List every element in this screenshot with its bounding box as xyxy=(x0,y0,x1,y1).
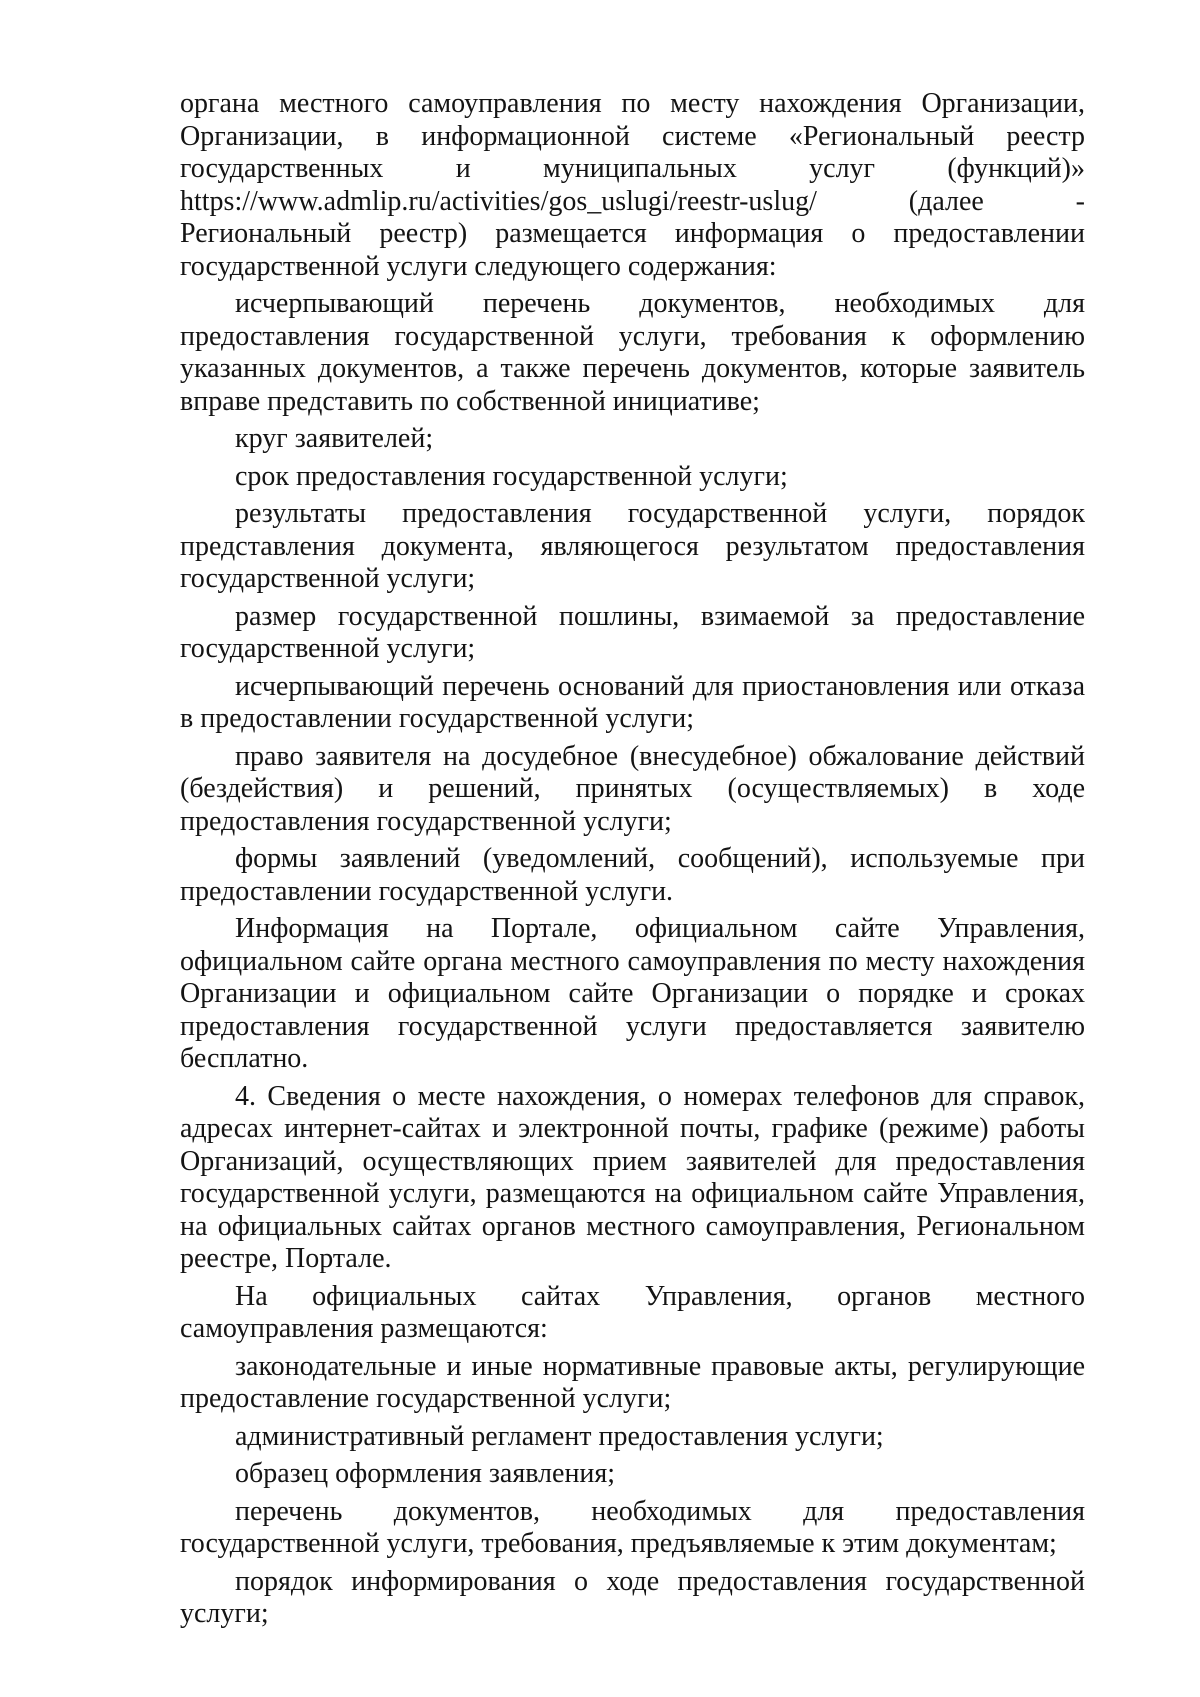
paragraph-15: образец оформления заявления; xyxy=(235,1458,616,1489)
paragraph-2: исчерпывающий перечень документов, необходимых для предоставления государственной услуги, требования к оформлению указанных документов, а также перечень документов, которые заявитель вправе представить по собственной инициативе; xyxy=(180,288,1085,417)
paragraph-1: органа местного самоуправления по месту нахождения Организации, Организации, в информационной системе «Региональный реестр государственных и муниципальных услуг (функций)» https://www.admlip.ru/activities/gos_uslugi/reestr-uslug/ (далее - Региональный реестр) размещается информация о предоставлении государственной услуги следующего содержания: xyxy=(180,88,1085,282)
paragraph-16: перечень документов, необходимых для предоставления государственной услуги, требования, предъявляемые к этим документам; xyxy=(180,1495,1085,1559)
paragraph-12: На официальных сайтах Управления, органов местного самоуправления размещаются: xyxy=(180,1280,1085,1344)
paragraph-11: 4. Сведения о месте нахождения, о номерах телефонов для справок, адресах интернет-сайтах и электронной почты, графике (режиме) работы Организаций, осуществляющих прием заявителей для предоставления государственной услуги, размещаются на официальном сайте Управления, на официальных сайтах органов местного самоуправления, Региональном реестре, Портале. xyxy=(180,1080,1085,1274)
paragraph-3: круг заявителей; xyxy=(235,423,434,454)
paragraph-14: административный регламент предоставления услуги; xyxy=(235,1420,884,1452)
paragraph-7: исчерпывающий перечень оснований для приостановления или отказа в предоставлении государственной услуги; xyxy=(180,670,1085,734)
paragraph-6: размер государственной пошлины, взимаемой за предоставление государственной услуги; xyxy=(180,600,1085,664)
paragraph-13: законодательные и иные нормативные правовые акты, регулирующие предоставление государственной услуги; xyxy=(180,1350,1085,1414)
paragraph-4: срок предоставления государственной услуги; xyxy=(235,460,788,492)
paragraph-9: формы заявлений (уведомлений, сообщений), используемые при предоставлении государственной услуги. xyxy=(180,843,1085,907)
paragraph-10: Информация на Портале, официальном сайте Управления, официальном сайте органа местного самоуправления по месту нахождения Организации и официальном сайте Организации о порядке и сроках предоставления государственной услуги предоставляется заявителю бесплатно. xyxy=(180,913,1085,1074)
paragraph-8: право заявителя на досудебное (внесудебное) обжалование действий (бездействия) и решений, принятых (осуществляемых) в ходе предоставления государственной услуги; xyxy=(180,740,1085,837)
paragraph-17: порядок информирования о ходе предоставления государственной услуги; xyxy=(180,1565,1085,1629)
paragraph-5: результаты предоставления государственной услуги, порядок представления документа, являющегося результатом предоставления государственной услуги; xyxy=(180,498,1085,594)
